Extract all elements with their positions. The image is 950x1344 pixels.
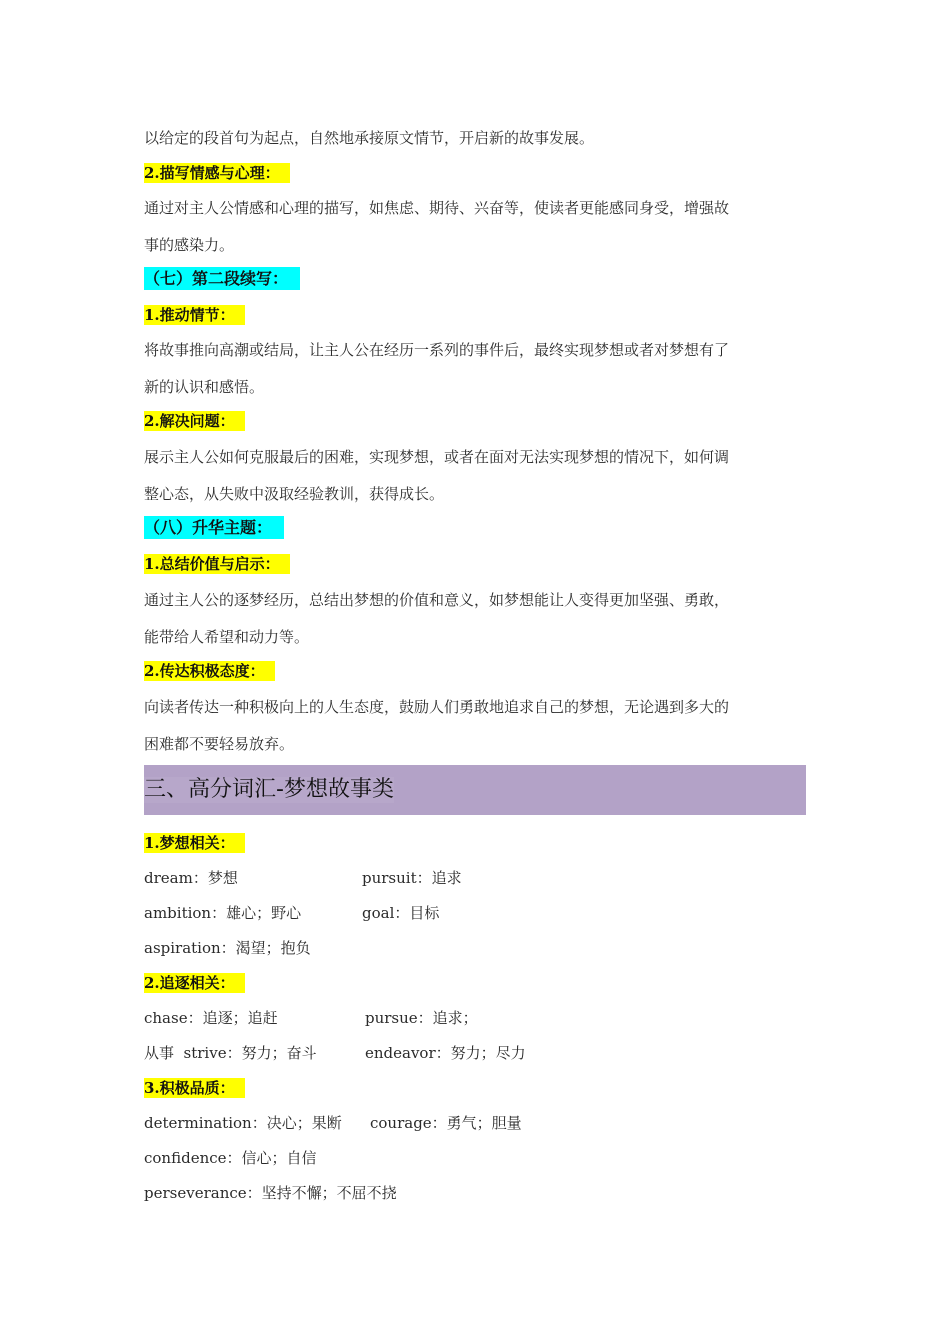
vocab-group-heading: 1.梦想相关： — [144, 833, 245, 853]
section-title: 三、高分词汇-梦想故事类 — [144, 777, 394, 802]
vocab-item: perseverance：坚持不懈；不屈不挠 — [144, 1184, 397, 1202]
section-heading: （七）第二段续写： — [144, 267, 300, 290]
paragraph-text: 事的感染力。 — [144, 236, 235, 254]
paragraph-text: 新的认识和感悟。 — [144, 378, 265, 396]
vocab-item: courage：勇气；胆量 — [370, 1114, 522, 1132]
vocab-item: ambition：雄心；野心 — [144, 904, 302, 922]
paragraph-text: 能带给人希望和动力等。 — [144, 628, 310, 646]
paragraph-text: 将故事推向高潮或结局，让主人公在经历一系列的事件后，最终实现梦想或者对梦想有了 — [144, 341, 730, 359]
vocab-item: 从事 strive：努力；奋斗 — [144, 1044, 317, 1062]
vocab-item: endeavor：努力；尽力 — [365, 1044, 526, 1062]
vocab-item: goal：目标 — [362, 904, 440, 922]
paragraph-text: 展示主人公如何克服最后的困难，实现梦想，或者在面对无法实现梦想的情况下，如何调 — [144, 448, 730, 466]
vocab-item: determination：决心；果断 — [144, 1114, 342, 1132]
paragraph-text: 以给定的段首句为起点，自然地承接原文情节，开启新的故事发展。 — [144, 129, 595, 147]
section-title-bar — [144, 765, 806, 815]
vocab-item: pursue：追求； — [365, 1009, 478, 1027]
vocab-item: aspiration：渴望；抱负 — [144, 939, 311, 957]
section-heading: （八）升华主题： — [144, 516, 284, 539]
point-heading: 2.传达积极态度： — [144, 661, 275, 681]
point-heading: 2.描写情感与心理： — [144, 163, 290, 183]
vocab-group-heading: 2.追逐相关： — [144, 973, 245, 993]
vocab-item: chase：追逐；追赶 — [144, 1009, 278, 1027]
vocab-item: pursuit：追求 — [362, 869, 462, 887]
paragraph-text: 通过主人公的逐梦经历，总结出梦想的价值和意义，如梦想能让人变得更加坚强、勇敢， — [144, 591, 730, 609]
paragraph-text: 通过对主人公情感和心理的描写，如焦虑、期待、兴奋等，使读者更能感同身受，增强故 — [144, 199, 730, 217]
vocab-item: confidence：信心；自信 — [144, 1149, 317, 1167]
vocab-group-heading: 3.积极品质： — [144, 1078, 245, 1098]
point-heading: 1.推动情节： — [144, 305, 245, 325]
vocab-item: dream：梦想 — [144, 869, 238, 887]
paragraph-text: 向读者传达一种积极向上的人生态度，鼓励人们勇敢地追求自己的梦想，无论遇到多大的 — [144, 698, 730, 716]
point-heading: 1.总结价值与启示： — [144, 554, 290, 574]
point-heading: 2.解决问题： — [144, 411, 245, 431]
paragraph-text: 整心态，从失败中汲取经验教训，获得成长。 — [144, 485, 445, 503]
paragraph-text: 困难都不要轻易放弃。 — [144, 735, 295, 753]
